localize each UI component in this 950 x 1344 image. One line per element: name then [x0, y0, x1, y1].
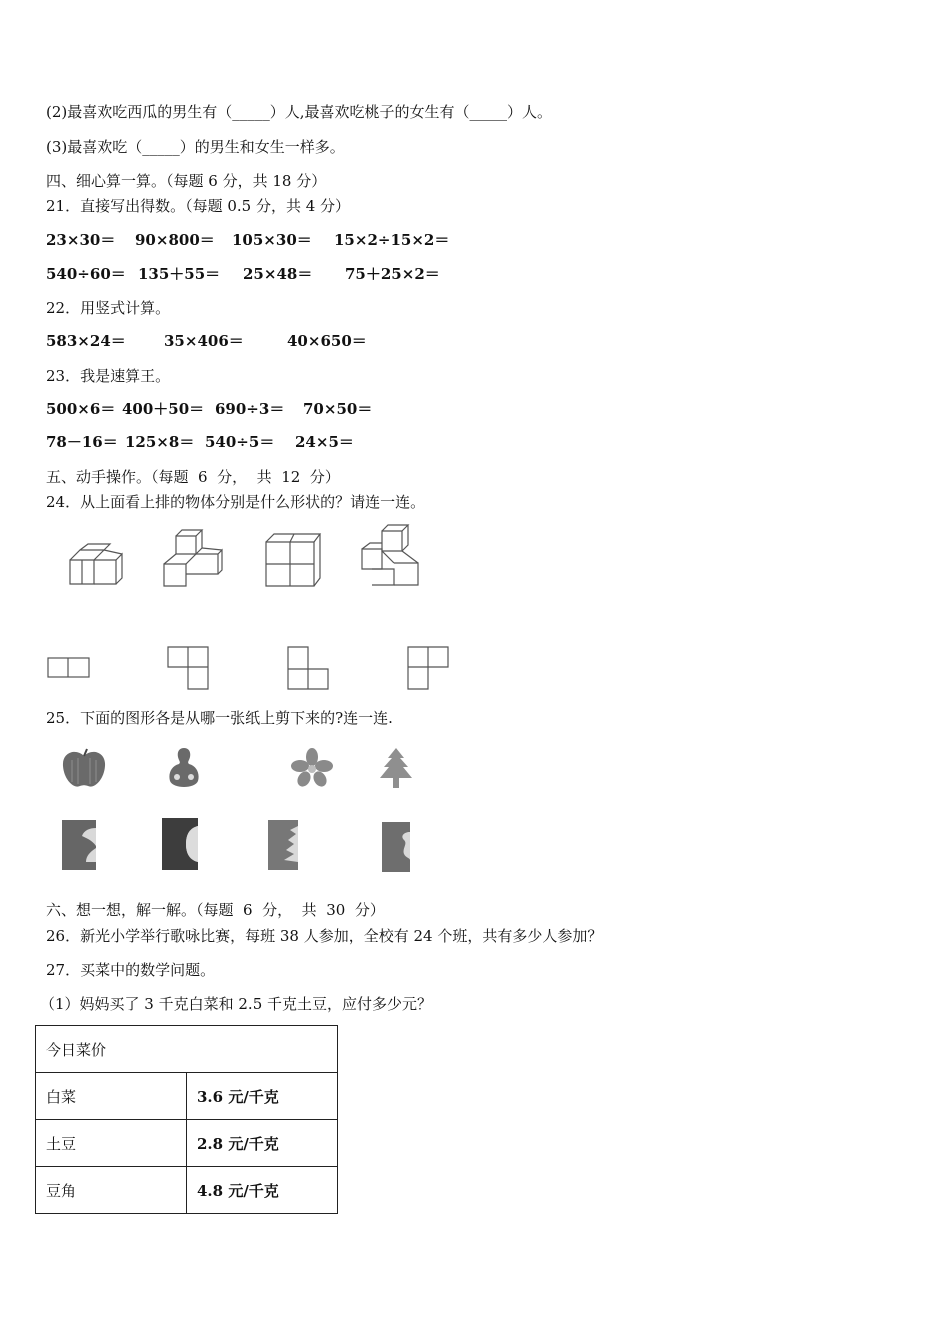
q21-r2-item: 135＋55＝ [138, 265, 221, 283]
q26-text: 26．新光小学举行歌咏比赛，每班 38 人参加，全校有 24 个班，共有多少人参加？ [46, 927, 603, 945]
q22-item: 40×650＝ [287, 332, 367, 350]
q23-r1-item: 500×6＝ [46, 400, 116, 418]
q24-title: 24．从上面看上排的物体分别是什么形状的？请连一连。 [46, 493, 426, 511]
q21-r2-item: 540÷60＝ [46, 265, 126, 283]
q22-item: 583×24＝ [46, 332, 126, 350]
cube-stack-figure [160, 528, 226, 590]
q21-title: 21．直接写出得数。（每题 0.5 分，共 4 分） [46, 197, 351, 215]
survey-question-3: (3)最喜欢吃（_____）的男生和女生一样多。 [46, 138, 345, 156]
price-table [35, 1025, 338, 1214]
vegetable-price: 2.8 元/千克 [187, 1120, 338, 1167]
paper-cutout [380, 820, 414, 874]
q21-r1-item: 23×30＝ [46, 231, 116, 249]
vegetable-name: 白菜 [36, 1073, 187, 1120]
paper-cutout [60, 818, 100, 872]
q23-r1-item: 70×50＝ [303, 400, 373, 418]
table-row [36, 1073, 338, 1120]
top-view-shape [166, 645, 210, 691]
table-row [36, 1167, 338, 1214]
section-5-title: 五、动手操作。（每题 6 分， 共 12 分） [46, 468, 340, 486]
vegetable-price: 4.8 元/千克 [187, 1167, 338, 1214]
q21-r2-item: 75＋25×2＝ [345, 265, 440, 283]
q22-title: 22．用竖式计算。 [46, 299, 171, 317]
cube-stack-figure [262, 530, 322, 588]
q23-title: 23．我是速算王。 [46, 367, 171, 385]
table-row [36, 1120, 338, 1167]
gourd-shape [165, 746, 203, 790]
q23-r1-item: 400＋50＝ [122, 400, 205, 418]
q21-r1-item: 15×2÷15×2＝ [334, 231, 450, 249]
q23-r2-item: 24×5＝ [295, 433, 354, 451]
section-4-title: 四、细心算一算。（每题 6 分，共 18 分） [46, 172, 327, 190]
top-view-shape [406, 645, 452, 691]
apple-shape [60, 748, 108, 790]
top-view-shape [286, 645, 330, 691]
vegetable-name: 土豆 [36, 1120, 187, 1167]
q27-title: 27．买菜中的数学问题。 [46, 961, 216, 979]
q27-part-1: （1）妈妈买了 3 千克白菜和 2.5 千克土豆，应付多少元？ [40, 995, 433, 1013]
flower-shape [290, 748, 334, 788]
q22-item: 35×406＝ [164, 332, 244, 350]
table-row [36, 1026, 338, 1073]
cube-stack-figure [66, 540, 126, 590]
q21-r2-item: 25×48＝ [243, 265, 313, 283]
cube-stack-figure [358, 523, 424, 587]
survey-question-2: (2)最喜欢吃西瓜的男生有（_____）人,最喜欢吃桃子的女生有（_____）人。 [46, 103, 553, 121]
q23-r2-item: 78－16＝ [46, 433, 118, 451]
q25-title: 25．下面的图形各是从哪一张纸上剪下来的?连一连. [46, 709, 393, 727]
tree-shape [376, 746, 416, 790]
vegetable-name: 豆角 [36, 1167, 187, 1214]
q23-r2-item: 125×8＝ [125, 433, 195, 451]
paper-cutout [266, 818, 302, 872]
q21-r1-item: 90×800＝ [135, 231, 215, 249]
q23-r2-item: 540÷5＝ [205, 433, 275, 451]
vegetable-price: 3.6 元/千克 [187, 1073, 338, 1120]
top-view-shape [47, 657, 91, 679]
paper-cutout [160, 816, 200, 872]
q21-r1-item: 105×30＝ [232, 231, 312, 249]
section-6-title: 六、想一想，解一解。（每题 6 分， 共 30 分） [46, 901, 385, 919]
q23-r1-item: 690÷3＝ [215, 400, 285, 418]
table-header: 今日菜价 [36, 1026, 338, 1073]
